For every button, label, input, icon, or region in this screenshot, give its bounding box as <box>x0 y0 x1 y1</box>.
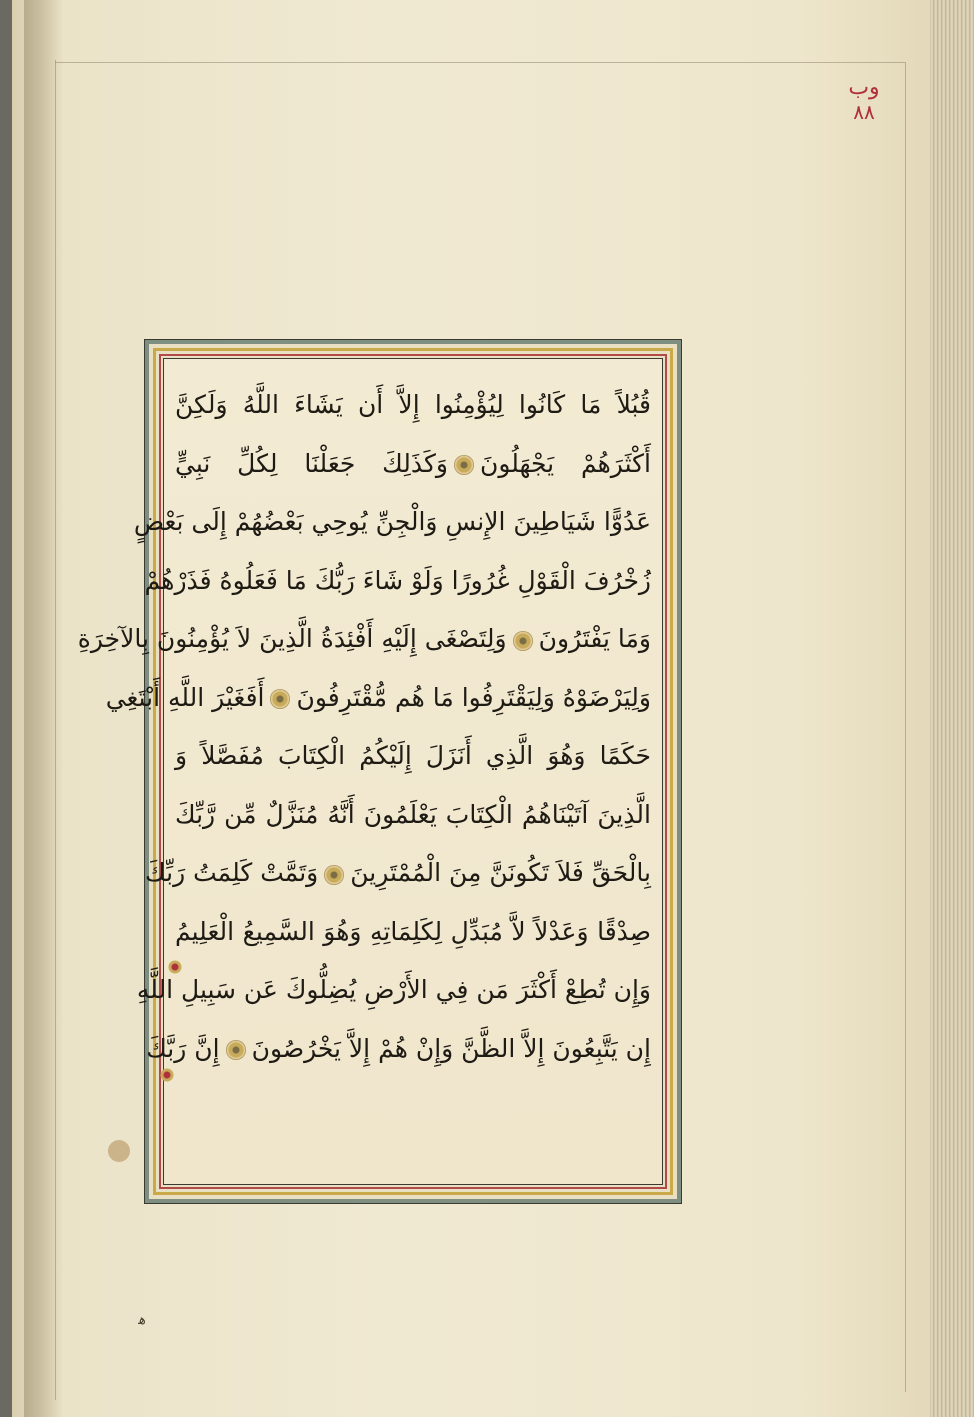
text-line: حَكَمًا وَهُوَ الَّذِي أَنَزَلَ إِلَيْكُمُ الْكِتَابَ مُفَصَّلاً وَ <box>175 741 651 770</box>
margin-rule-right <box>905 62 906 1392</box>
text-line: وَلِيَرْضَوْهُ وَلِيَقْتَرِفُوا مَا هُم مُّقْتَرِفُونَأَفَغَيْرَ اللَّهِ أَبْتَغِي <box>105 682 651 712</box>
text-line: بِالْحَقِّ فَلاَ تَكُونَنَّ مِنَ الْمُمْتَرِينَوَتَمَّتْ كَلِمَتُ رَبِّكَ <box>145 858 651 887</box>
verse-rosette-icon <box>226 1040 246 1060</box>
margin-rule-left <box>55 60 56 1400</box>
page-gutter-shadow <box>24 0 64 1417</box>
text-line: صِدْقًا وَعَدْلاً لاَّ مُبَدِّلِ لِكَلِمَاتِهِ وَهُوَ السَّمِيعُ الْعَلِيمُ <box>175 916 651 946</box>
text-line: عَدُوًّا شَيَاطِينَ الإِنسِ وَالْجِنِّ يُوحِي بَعْضُهُمْ إِلَى بَعْضٍ <box>133 507 651 536</box>
verse-rosette-icon <box>513 631 533 651</box>
foot-mark: ﻫ <box>138 1312 146 1328</box>
text-line: إِن يَتَّبِعُونَ إِلاَّ الظَّنَّ وَإِنْ هُمْ إِلاَّ يَخْرُصُونَإِنَّ رَبَّكَ <box>146 1033 651 1063</box>
text-line: زُخْرُفَ الْقَوْلِ غُرُورًا وَلَوْ شَاءَ رَبُّكَ مَا فَعَلُوهُ فَذَرْهُمْ <box>144 565 651 595</box>
folio-number <box>834 76 894 124</box>
text-block-frame <box>77 340 681 1203</box>
margin-rule-top <box>55 62 905 63</box>
text-line: قُبُلاً مَا كَانُوا لِيُؤْمِنُوا إِلاَّ أَن يَشَاءَ اللَّهُ وَلَكِنَّ <box>175 390 651 419</box>
folio-letter: وب <box>848 75 880 100</box>
verse-rosette-icon <box>270 689 290 709</box>
page-stack-edges <box>930 0 974 1417</box>
text-lines <box>77 358 663 1185</box>
folio-digits: ٨٨ <box>853 100 875 124</box>
margin-ornament-icon <box>168 960 182 974</box>
verse-rosette-icon <box>324 865 344 885</box>
text-line: أَكْثَرَهُمْ يَجْهَلُونَوَكَذَلِكَ جَعَلْنَا لِكُلِّ نَبِيٍّ <box>175 448 651 478</box>
text-line: وَمَا يَفْتَرُونَوَلِتَصْغَى إِلَيْهِ أَفْئِدَةُ الَّذِينَ لاَ يُؤْمِنُونَ بِالآخِرَةِ <box>77 624 651 653</box>
ink-stain <box>108 1140 130 1162</box>
margin-ornament-icon <box>160 1068 174 1082</box>
text-line: الَّذِينَ آتَيْنَاهُمُ الْكِتَابَ يَعْلَمُونَ أَنَّهُ مُنَزَّلٌ مِّن رَّبِّكَ <box>175 799 651 829</box>
verse-rosette-icon <box>454 455 474 475</box>
text-line: وَإِن تُطِعْ أَكْثَرَ مَن فِي الأَرْضِ يُضِلُّوكَ عَن سَبِيلِ اللَّهِ <box>136 975 651 1004</box>
